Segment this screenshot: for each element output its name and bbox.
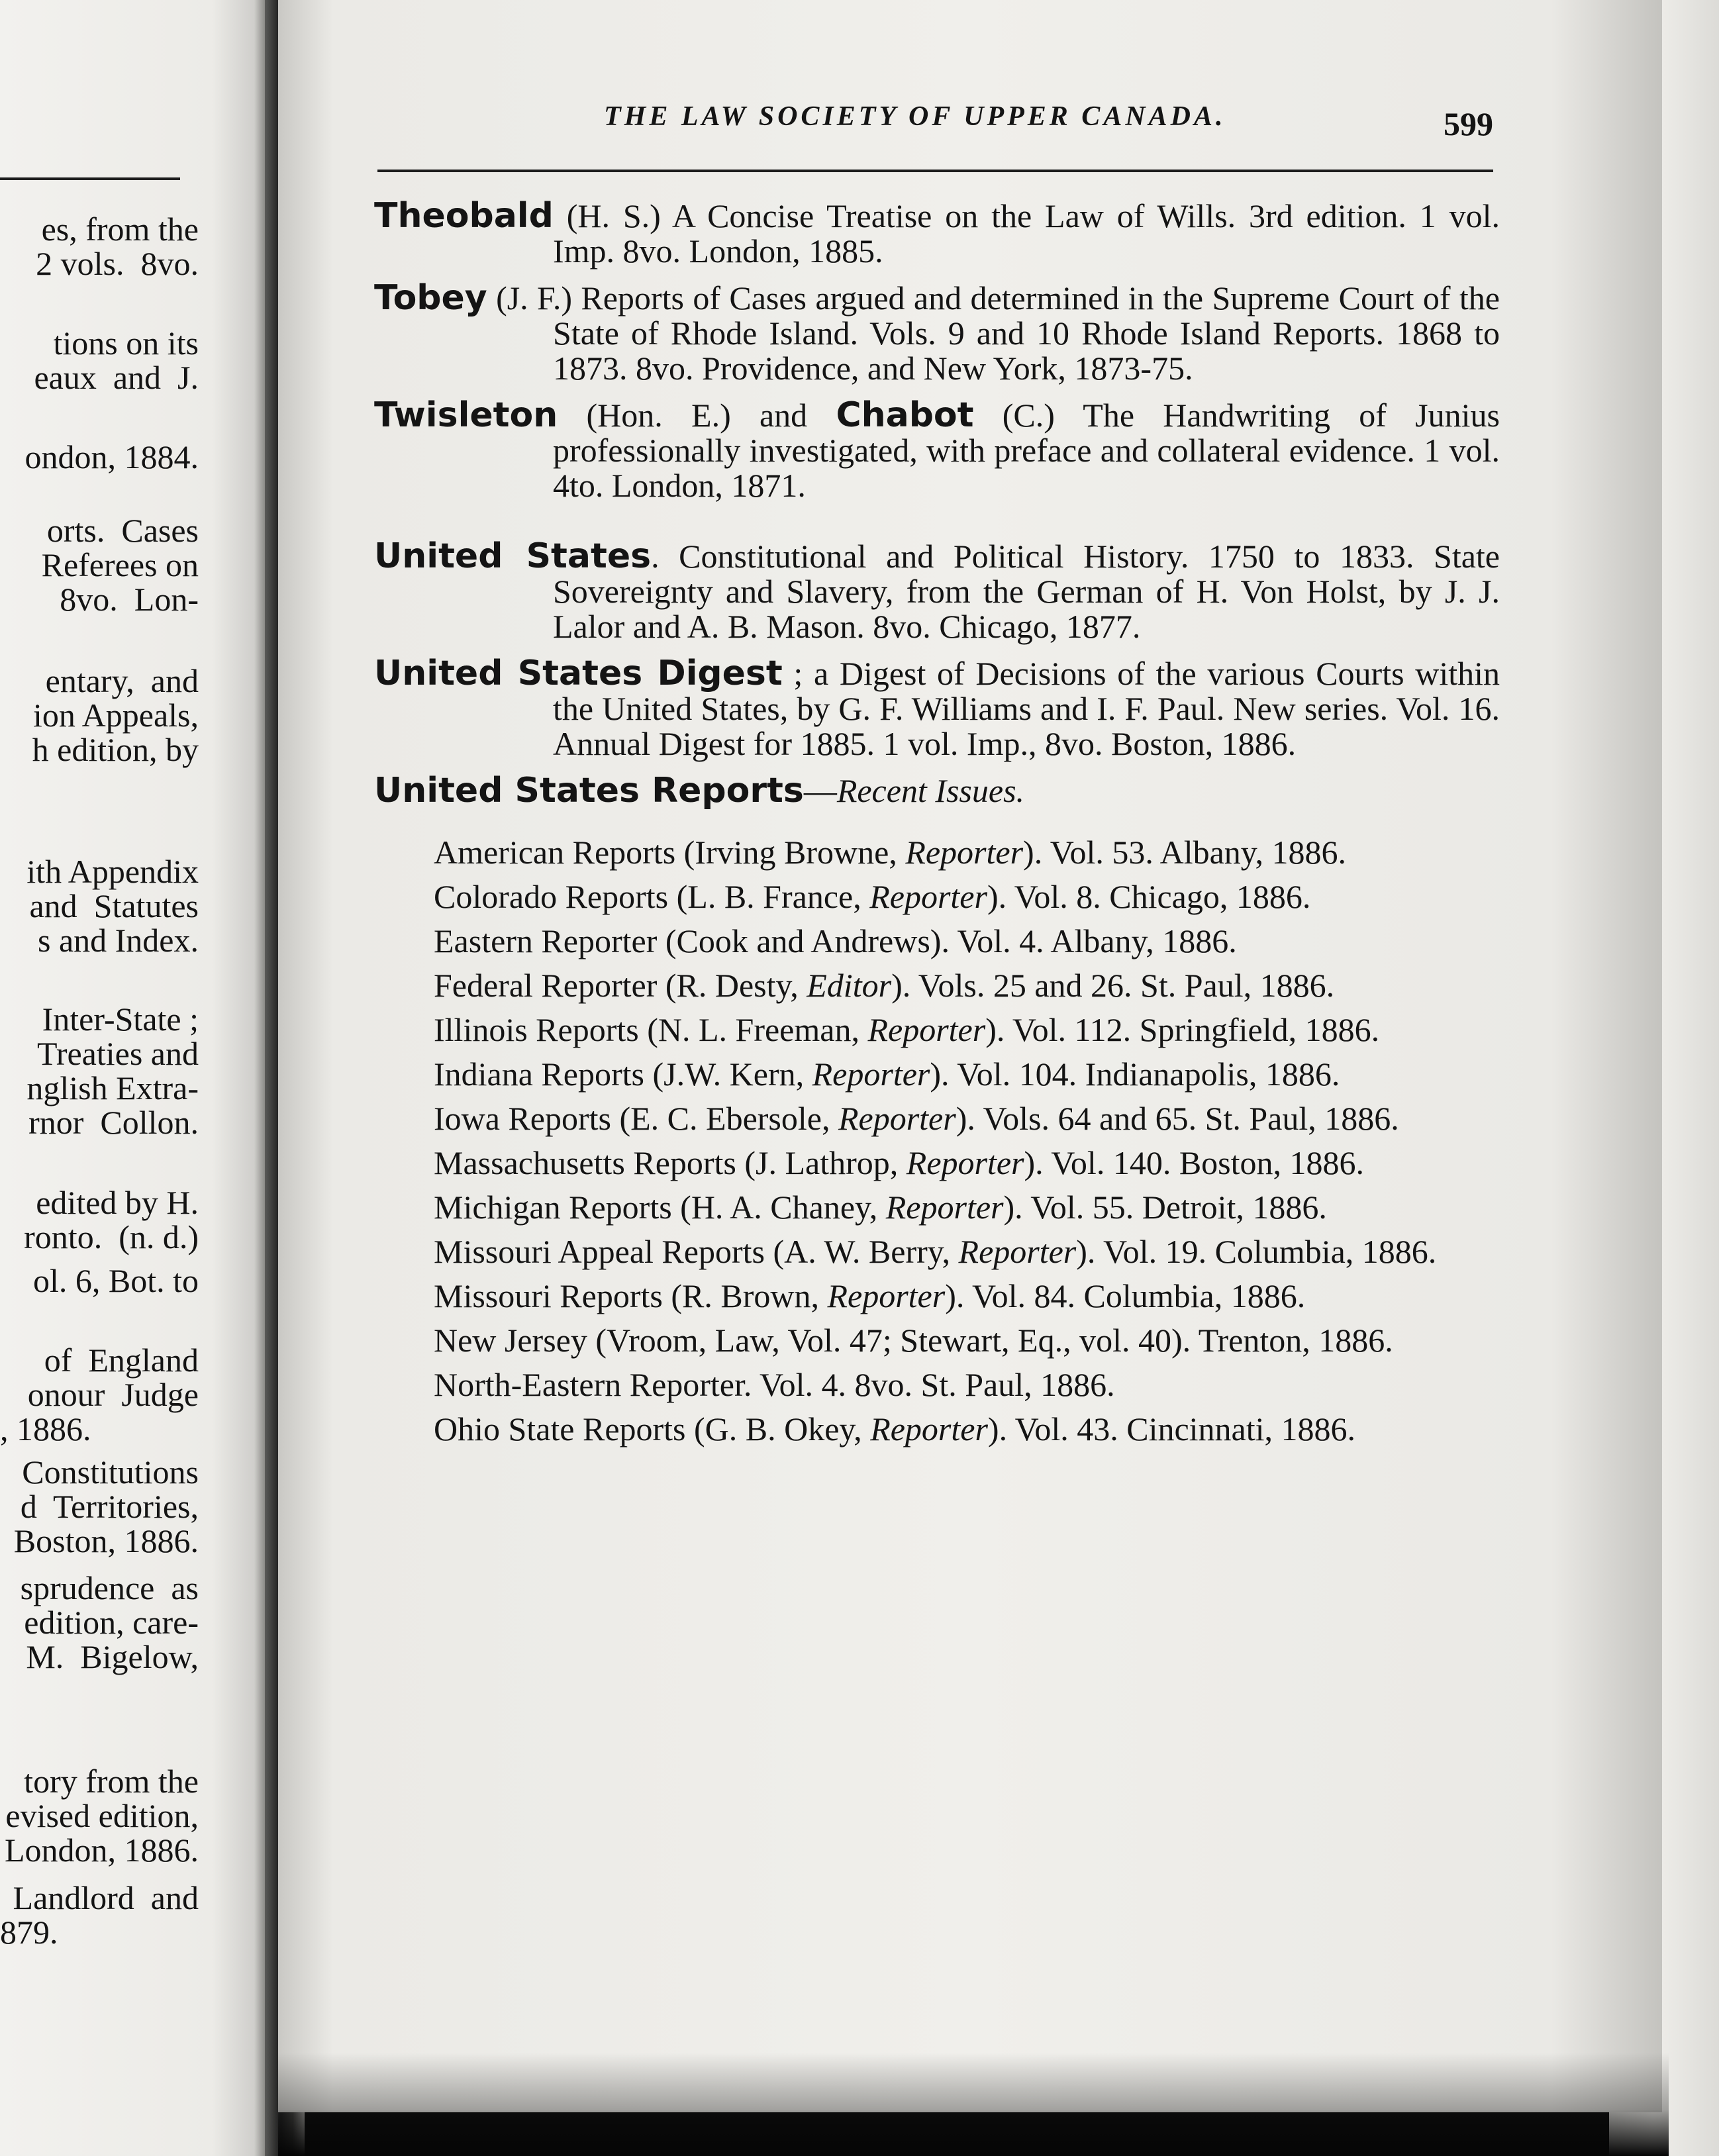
report-role: Editor: [807, 967, 892, 1004]
report-text: Indiana Reports (J.W. Kern,: [434, 1055, 812, 1093]
left-page-line: onour Judge: [27, 1376, 199, 1413]
left-page-line: d Territories,: [20, 1488, 199, 1525]
report-text: ). Vols. 64 and 65. St. Paul, 1886.: [956, 1100, 1399, 1137]
page-number: 599: [1444, 105, 1493, 142]
entry-author: Tobey: [374, 278, 487, 318]
bibliography-entry: [374, 536, 1500, 645]
entry-text: . Constitutional and Political History. 1750 to 1833. State Sovereignty and Slavery, from the German of H. Von Holst, by J. J. Lalor and A. B. Mason. 8vo. Chicago, 1877.: [553, 538, 1500, 645]
report-text: North-Eastern Reporter. Vol. 4. 8vo. St. Paul, 1886.: [434, 1366, 1115, 1403]
report-item: [374, 1012, 1500, 1048]
report-text: ). Vol. 53. Albany, 1886.: [1023, 834, 1347, 871]
left-page-line: Referees on: [41, 546, 199, 583]
left-page-line: tions on its: [53, 324, 199, 362]
left-page-line: nglish Extra-: [26, 1069, 199, 1106]
report-text: ). Vol. 19. Columbia, 1886.: [1076, 1233, 1437, 1270]
report-item: [374, 835, 1500, 870]
entry-text: (H. S.) A Concise Treatise on the Law of Wills. 3rd edition. 1 vol. Imp. 8vo. London, 1885.: [553, 197, 1500, 270]
left-page-rule: [0, 177, 180, 180]
report-item: [374, 1234, 1500, 1269]
entry-text: (J. F.) Reports of Cases argued and determined in the Supreme Court of the State of Rhode Island. Vols. 9 and 10 Rhode Island Reports. 1868 to 1873. 8vo. Providence, and New York, 1873-75.: [487, 279, 1500, 387]
running-head: THE LAW SOCIETY OF UPPER CANADA.: [604, 101, 1226, 132]
report-text: ). Vols. 25 and 26. St. Paul, 1886.: [891, 967, 1335, 1004]
left-page-line: ondon, 1884.: [25, 438, 199, 475]
report-item: [374, 924, 1500, 959]
bibliography-entry: [374, 196, 1500, 270]
report-item: [374, 1190, 1500, 1225]
left-page-line: ith Appendix: [26, 853, 199, 890]
report-text: Iowa Reports (E. C. Ebersole,: [434, 1100, 838, 1137]
entry-author: United States: [374, 536, 652, 576]
report-role: Reporter: [867, 1011, 986, 1048]
report-item: [374, 1057, 1500, 1092]
left-page-line: h edition, by: [32, 731, 199, 768]
bibliography-entries: [374, 196, 1500, 762]
report-text: Federal Reporter (R. Desty,: [434, 967, 807, 1004]
report-text: Missouri Appeal Reports (A. W. Berry,: [434, 1233, 959, 1270]
report-text: Massachusetts Reports (J. Lathrop,: [434, 1144, 907, 1181]
entry-text: (C.) The Handwriting of Junius professionally investigated, with preface and collateral evidence. 1 vol. 4to. London, 1871.: [553, 397, 1500, 504]
report-role: Reporter: [869, 878, 987, 915]
report-item: [374, 1279, 1500, 1314]
left-page-line: Inter-State ;: [42, 1001, 199, 1038]
report-text: Ohio State Reports (G. B. Okey,: [434, 1410, 871, 1447]
left-page-line: London, 1886.: [4, 1832, 199, 1869]
left-page-line: Boston, 1886.: [13, 1522, 199, 1559]
report-item: [374, 968, 1500, 1003]
entry-author: Theobald: [374, 196, 554, 236]
report-text: ). Vol. 104. Indianapolis, 1886.: [930, 1055, 1340, 1093]
entry-text: (Hon. E.) and: [558, 397, 836, 434]
report-role: Reporter: [838, 1100, 956, 1137]
bibliography-entry: [374, 395, 1500, 504]
report-text: ). Vol. 84. Columbia, 1886.: [945, 1277, 1306, 1314]
header-rule: [377, 170, 1493, 172]
bibliography-entry: [374, 656, 1500, 761]
left-page-line: , 1886.: [0, 1410, 91, 1447]
section-dash: —: [803, 772, 837, 809]
report-text: ). Vol. 112. Springfield, 1886.: [985, 1011, 1380, 1048]
page-bottom-shadow: [278, 2053, 1669, 2156]
left-page-line: edition, care-: [24, 1604, 199, 1641]
left-page-line: s and Index.: [38, 922, 199, 959]
report-item: [374, 1323, 1500, 1358]
entry-coauthor: Chabot: [836, 395, 974, 435]
left-page-line: Constitutions: [22, 1453, 199, 1491]
entry-text: ; a Digest of Decisions of the various Courts within the United States, by G. F. Williams and I. F. Paul. New series. Vol. 16. Annual Digest for 1885. 1 vol. Imp., 8vo. Boston, 1886.: [553, 655, 1500, 762]
left-page-line: 2 vols. 8vo.: [36, 245, 199, 282]
section-heading: [374, 773, 1500, 808]
report-list: [374, 835, 1500, 1447]
report-text: American Reports (Irving Browne,: [434, 834, 906, 871]
left-page-line: M. Bigelow,: [26, 1638, 199, 1675]
entry-author: United States Digest: [374, 654, 783, 693]
left-page-line: edited by H.: [36, 1184, 199, 1221]
report-role: Reporter: [905, 834, 1024, 871]
left-page: [0, 0, 265, 2156]
entry-author: Twisleton: [374, 395, 558, 435]
left-page-line: ronto. (n. d.): [24, 1218, 199, 1255]
left-page-line: Landlord and: [13, 1879, 199, 1916]
left-page-line: orts. Cases: [46, 512, 199, 549]
left-page-line: tory from the: [24, 1763, 199, 1800]
report-item: [374, 879, 1500, 914]
left-page-line: 879.: [0, 1914, 58, 1951]
report-role: Reporter: [958, 1233, 1077, 1270]
report-role: Reporter: [885, 1189, 1004, 1226]
report-text: Illinois Reports (N. L. Freeman,: [434, 1011, 868, 1048]
left-page-line: es, from the: [41, 211, 199, 248]
report-text: New Jersey (Vroom, Law, Vol. 47; Stewart, Eq., vol. 40). Trenton, 1886.: [434, 1322, 1393, 1359]
report-text: ). Vol. 140. Boston, 1886.: [1024, 1144, 1365, 1181]
report-text: ). Vol. 8. Chicago, 1886.: [987, 878, 1311, 915]
report-text: Eastern Reporter (Cook and Andrews). Vol. 4. Albany, 1886.: [434, 922, 1237, 959]
left-page-line: and Statutes: [29, 887, 199, 924]
page-content: [374, 196, 1500, 1456]
report-text: Colorado Reports (L. B. France,: [434, 878, 870, 915]
left-page-line: 8vo. Lon-: [60, 581, 199, 618]
left-page-line: ion Appeals,: [33, 697, 199, 734]
report-role: Reporter: [827, 1277, 946, 1314]
report-role: Reporter: [906, 1144, 1024, 1181]
left-page-line: rnor Collon.: [28, 1104, 199, 1141]
report-item: [374, 1412, 1500, 1447]
report-item: [374, 1146, 1500, 1181]
left-page-line: Treaties and: [37, 1035, 199, 1072]
left-page-line: sprudence as: [20, 1569, 199, 1606]
left-page-line: eaux and J.: [34, 359, 199, 396]
section-title: United States Reports: [374, 771, 804, 810]
report-role: Reporter: [812, 1055, 930, 1093]
left-page-line: evised edition,: [5, 1797, 199, 1834]
bibliography-entry: [374, 278, 1500, 387]
report-text: Missouri Reports (R. Brown,: [434, 1277, 828, 1314]
report-text: Michigan Reports (H. A. Chaney,: [434, 1189, 886, 1226]
report-role: Reporter: [870, 1410, 988, 1447]
left-page-line: entary, and: [45, 662, 199, 699]
report-text: ). Vol. 43. Cincinnati, 1886.: [987, 1410, 1356, 1447]
left-page-line: ol. 6, Bot. to: [32, 1262, 199, 1299]
report-item: [374, 1101, 1500, 1136]
report-item: [374, 1367, 1500, 1402]
left-page-line: of England: [44, 1342, 199, 1379]
section-subtitle: Recent Issues.: [836, 772, 1025, 809]
report-text: ). Vol. 55. Detroit, 1886.: [1003, 1189, 1327, 1226]
